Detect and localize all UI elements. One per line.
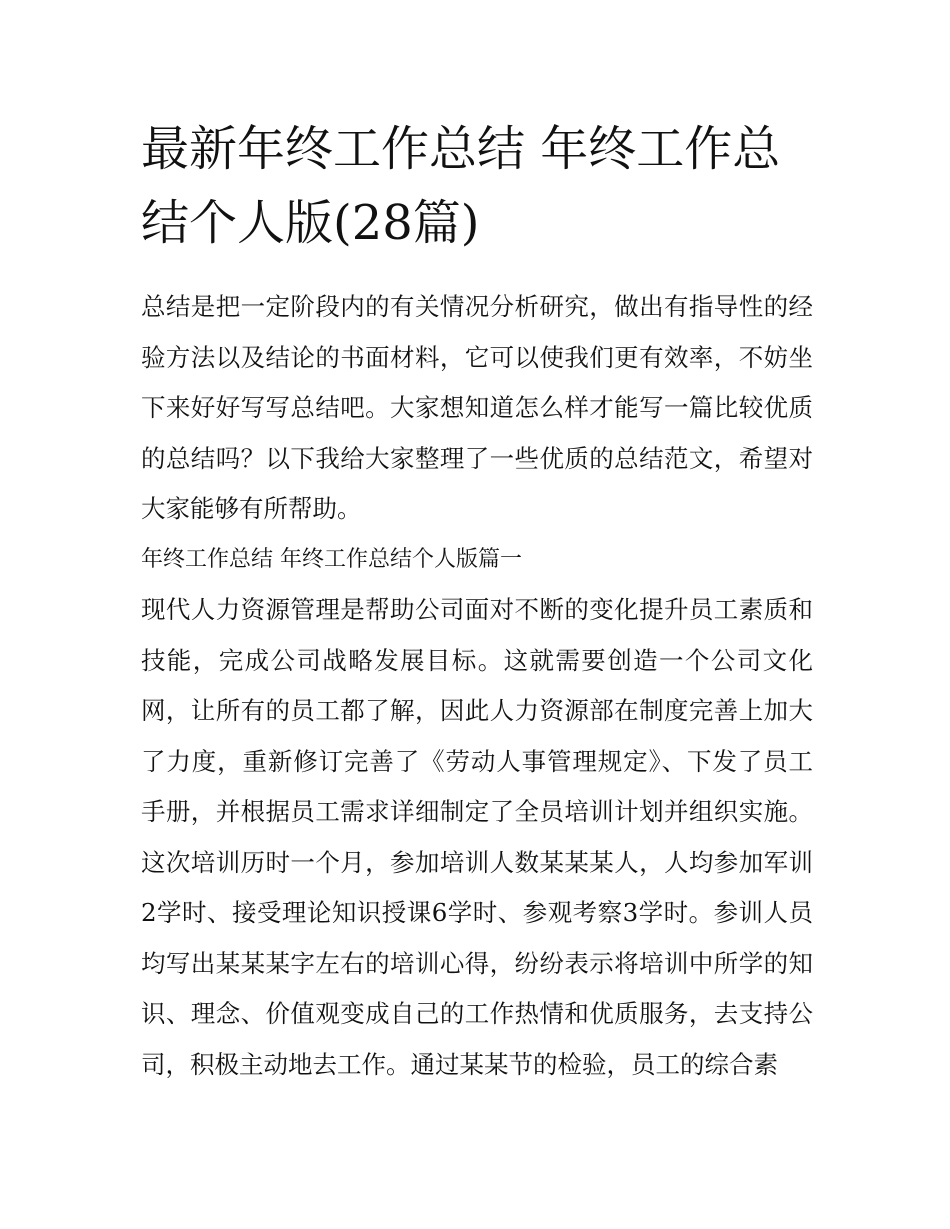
intro-paragraph: 总结是把一定阶段内的有关情况分析研究，做出有指导性的经验方法以及结论的书面材料，它可以使我们更有效率，不妨坐下来好好写写总结吧。大家想知道怎么样才能写一篇比较优质的总结吗？以下我给大家整理了一些优质的总结范文，希望对大家能够有所帮助。 [141, 292, 813, 523]
section-heading: 年终工作总结 年终工作总结个人版篇一 [141, 546, 522, 572]
document-title: 最新年终工作总结 年终工作总结个人版(28篇) [141, 121, 781, 251]
section-body-paragraph: 现代人力资源管理是帮助公司面对不断的变化提升员工素质和技能，完成公司战略发展目标。这就需要创造一个公司文化网，让所有的员工都了解，因此人力资源部在制度完善上加大了力度，重新修订完善了《劳动人事管理规定》、下发了员工手册，并根据员工需求详细制定了全员培训计划并组织实施。这次培训历时一个月，参加培训人数某某某人，人均参加军训2学时、接受理论知识授课6学时、参观考察3学时。参训人员均写出某某某字左右的培训心得，纷纷表示将培训中所学的知识、理念、价值观变成自己的工作热情和优质服务，去支持公司，积极主动地去工作。通过某某节的检验，员工的综合素 [141, 595, 813, 1079]
document-content [141, 112, 813, 1090]
